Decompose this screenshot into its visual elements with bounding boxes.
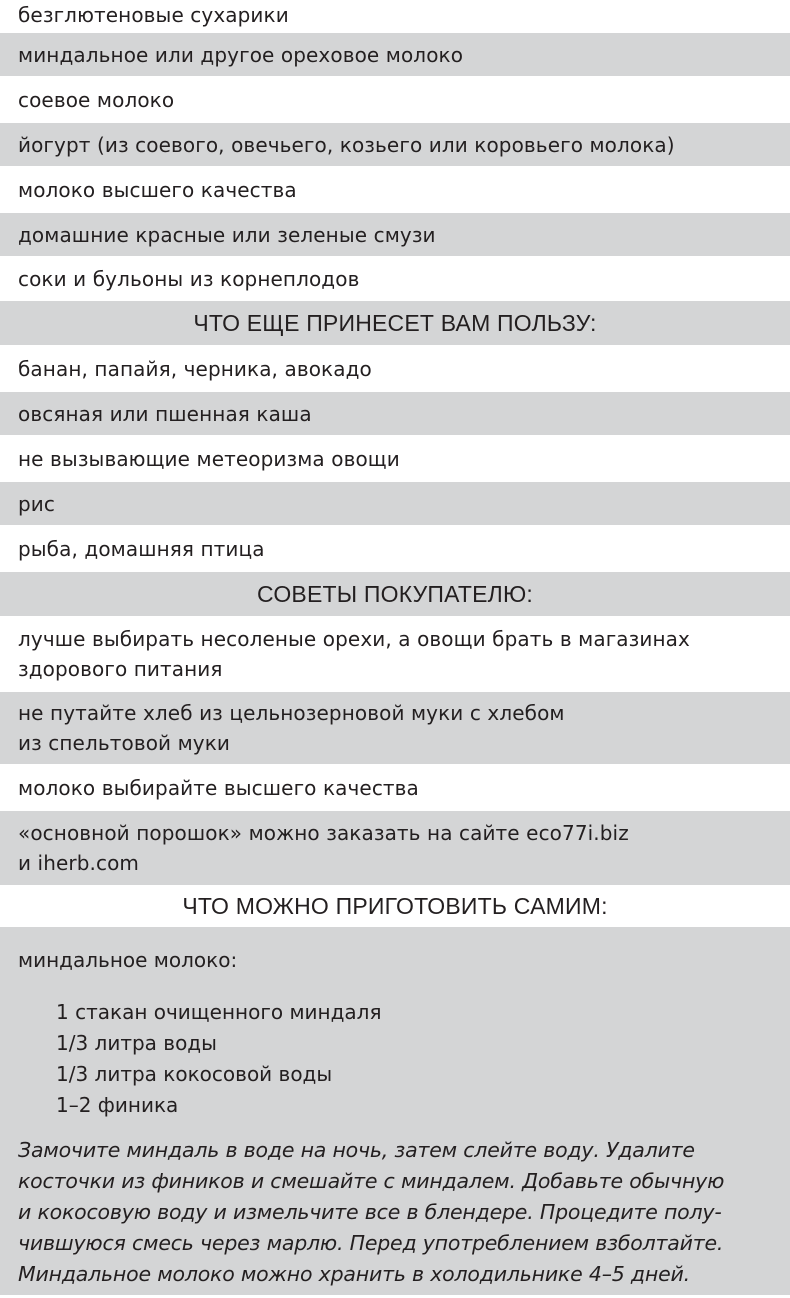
list-item — [0, 168, 790, 211]
list-item — [0, 347, 790, 390]
ingredient-item: 1/3 литра воды — [56, 1031, 217, 1055]
list-item — [0, 618, 790, 690]
list-item — [0, 811, 790, 885]
list-item-text: соки и бульоны из корнеплодов — [18, 266, 360, 291]
list-item-text-line: не путайте хлеб из цельнозерновой муки с хлебом — [18, 701, 565, 725]
ingredient-item: 1/3 литра кокосовой воды — [56, 1062, 333, 1086]
list-item-text-line: и iherb.com — [18, 851, 139, 875]
list-item — [0, 482, 790, 525]
list-item-text: молоко выбирайте высшего качества — [18, 775, 419, 800]
list-item-text-line: лучше выбирать несоленые орехи, а овощи брать в магазинах — [18, 627, 690, 651]
list-item-text: миндальное или другое ореховое молоко — [18, 42, 464, 67]
list-item-text: соевое молоко — [18, 87, 175, 112]
list-item — [0, 766, 790, 809]
section-heading-tips: СОВЕТЫ ПОКУПАТЕЛЮ: — [0, 572, 790, 616]
list-item — [0, 123, 790, 166]
list-item — [0, 527, 790, 570]
ingredient-item: 1–2 финика — [56, 1093, 179, 1117]
list-item-text-line: из спельтовой муки — [18, 731, 231, 755]
list-item-text: рис — [18, 491, 55, 516]
list-item — [0, 258, 790, 299]
list-item-text: безглютеновые сухарики — [18, 3, 289, 27]
list-item-text-line: здорового питания — [18, 657, 223, 681]
instruction-line: косточки из фиников и смешайте с миндалем. Добавьте обычную — [18, 1169, 725, 1193]
section-heading-diy: ЧТО МОЖНО ПРИГОТОВИТЬ САМИМ: — [0, 887, 790, 925]
recipe-instructions — [18, 1135, 772, 1290]
list-item-text: банан, папайя, черника, авокадо — [18, 356, 372, 381]
list-item-text: не вызывающие метеоризма овощи — [18, 446, 400, 471]
list-item-text: молоко высшего качества — [18, 177, 297, 202]
list-item — [0, 692, 790, 764]
list-item-text: овсяная или пшенная каша — [18, 401, 312, 426]
list-item — [0, 0, 790, 31]
instruction-line: чившуюся смесь через марлю. Перед употреблением взболтайте. — [18, 1231, 724, 1255]
list-item — [0, 437, 790, 480]
recipe-title: миндальное молоко: — [18, 948, 238, 972]
instruction-line: Замочите миндаль в воде на ночь, затем слейте воду. Удалите — [18, 1138, 695, 1162]
ingredient-list — [18, 997, 772, 1121]
recipe-block — [0, 927, 790, 1295]
list-item — [0, 33, 790, 76]
instruction-line: и кокосовую воду и измельчите все в блендере. Процедите полу- — [18, 1200, 722, 1224]
list-item-text: йогурт (из соевого, овечьего, козьего или коровьего молока) — [18, 132, 675, 157]
list-item-text: домашние красные или зеленые смузи — [18, 222, 436, 247]
list-item — [0, 78, 790, 121]
list-item-text: рыба, домашняя птица — [18, 536, 265, 561]
list-item — [0, 392, 790, 435]
list-item — [0, 213, 790, 256]
section-heading-benefits: ЧТО ЕЩЕ ПРИНЕСЕТ ВАМ ПОЛЬЗУ: — [0, 301, 790, 345]
ingredient-item: 1 стакан очищенного миндаля — [56, 1000, 382, 1024]
list-item-text-line: «основной порошок» можно заказать на сайте eco77i.biz — [18, 821, 629, 845]
instruction-line: Миндальное молоко можно хранить в холодильнике 4–5 дней. — [18, 1262, 690, 1286]
